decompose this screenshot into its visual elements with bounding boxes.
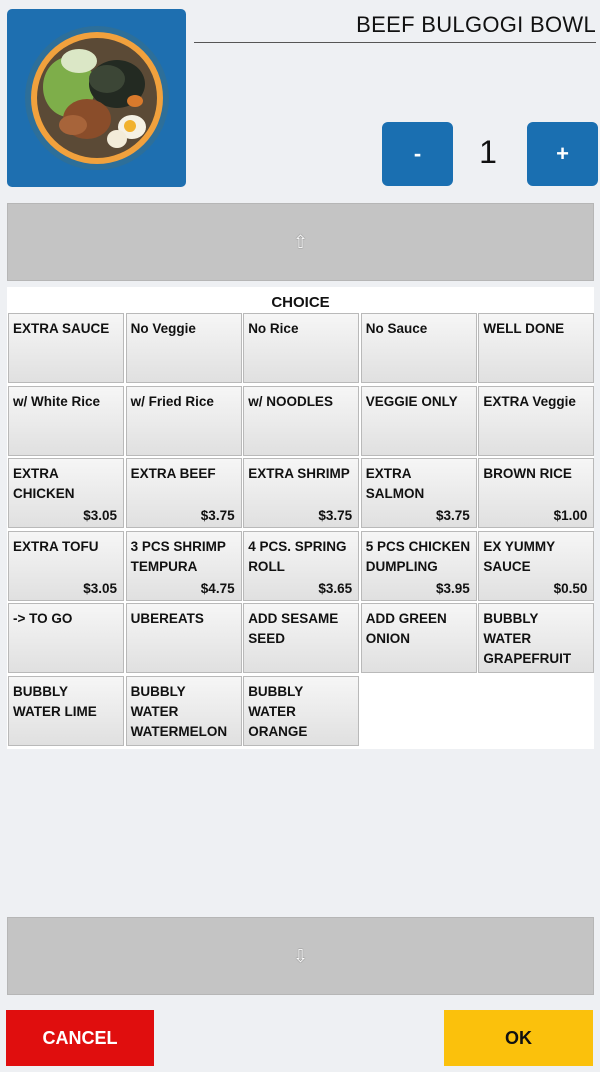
option-label: BUBBLY WATER GRAPEFRUIT (483, 611, 572, 667)
option-button[interactable] (361, 531, 477, 601)
ok-button[interactable]: OK (444, 1010, 593, 1066)
option-price: $3.75 (318, 508, 353, 524)
option-price: $4.75 (200, 580, 235, 596)
option-label: WELL DONE (483, 321, 565, 336)
options-grid (8, 313, 593, 747)
option-button[interactable] (126, 531, 242, 601)
scroll-down-button[interactable] (7, 917, 594, 995)
option-label: EXTRA SALMON (365, 466, 425, 502)
option-button[interactable] (478, 386, 594, 456)
option-button[interactable] (243, 386, 359, 456)
choice-panel (7, 287, 594, 749)
option-button[interactable] (361, 386, 477, 456)
option-label: No Sauce (365, 321, 428, 336)
option-price: $3.75 (200, 508, 235, 524)
option-label: w/ NOODLES (248, 393, 333, 409)
option-label: BUBBLY WATER WATERMELON (130, 684, 228, 739)
option-label: EXTRA SHRIMP (248, 466, 350, 482)
arrow-down-icon: ⇩ (292, 945, 309, 966)
option-label: 5 PCS CHICKEN DUMPLING (365, 538, 471, 574)
option-button[interactable] (126, 386, 242, 456)
option-button[interactable] (478, 603, 594, 673)
option-button[interactable] (243, 313, 359, 383)
arrow-up-icon: ⇧ (292, 231, 309, 252)
option-label: 3 PCS SHRIMP TEMPURA (130, 538, 226, 574)
title-divider (194, 42, 596, 43)
option-price: $3.75 (436, 508, 470, 524)
option-label: EX YUMMY SAUCE (483, 538, 555, 574)
option-price: $3.05 (83, 580, 117, 596)
section-title: CHOICE (271, 294, 330, 311)
option-label: BUBBLY WATER ORANGE (248, 684, 308, 739)
option-button[interactable] (478, 458, 594, 528)
scroll-up-button[interactable] (7, 203, 594, 281)
product-title: BEEF BULGOGI BOWL (356, 12, 596, 37)
option-button[interactable] (243, 603, 359, 673)
option-button[interactable] (243, 458, 359, 528)
option-price: $3.65 (318, 580, 353, 596)
option-label: EXTRA TOFU (13, 538, 99, 554)
option-label: EXTRA Veggie (483, 393, 576, 409)
option-button[interactable] (126, 313, 242, 383)
option-label: 4 PCS. SPRING ROLL (248, 538, 347, 574)
option-button[interactable] (478, 531, 594, 601)
option-button[interactable] (126, 458, 242, 528)
option-label: UBEREATS (130, 611, 204, 627)
bowl-image (7, 9, 186, 187)
option-button[interactable] (8, 313, 124, 383)
option-label: EXTRA BEEF (130, 466, 216, 482)
option-button[interactable] (243, 531, 359, 601)
option-button[interactable] (126, 603, 242, 673)
option-label: w/ Fried Rice (130, 393, 214, 409)
option-label: -> TO GO (13, 611, 73, 627)
option-label: No Rice (248, 321, 299, 336)
option-button[interactable] (8, 676, 124, 746)
option-button[interactable] (8, 458, 124, 528)
option-button[interactable] (243, 676, 359, 746)
option-button[interactable] (361, 313, 477, 383)
option-label: BROWN RICE (483, 466, 572, 482)
option-button[interactable] (361, 603, 477, 673)
option-button[interactable] (8, 386, 124, 456)
product-image (7, 9, 186, 187)
option-button[interactable] (8, 531, 124, 601)
decrease-quantity-button[interactable]: - (382, 122, 453, 186)
option-label: VEGGIE ONLY (365, 393, 458, 409)
option-label: ADD SESAME SEED (248, 611, 339, 647)
option-label: EXTRA SAUCE (13, 321, 110, 336)
option-price: $3.95 (436, 580, 470, 596)
option-button[interactable] (8, 603, 124, 673)
option-button[interactable] (361, 458, 477, 528)
cancel-button[interactable]: CANCEL (6, 1010, 154, 1066)
option-button[interactable] (478, 313, 594, 383)
option-button[interactable] (126, 676, 242, 746)
option-label: w/ White Rice (13, 393, 101, 409)
option-label: EXTRA CHICKEN (13, 466, 75, 502)
option-label: No Veggie (130, 321, 196, 336)
quantity-value: 1 (479, 134, 497, 170)
increase-quantity-button[interactable]: + (527, 122, 598, 186)
option-label: ADD GREEN ONION (365, 611, 447, 647)
option-price: $3.05 (83, 508, 117, 524)
option-label: BUBBLY WATER LIME (13, 684, 97, 719)
option-price: $1.00 (553, 508, 588, 524)
option-price: $0.50 (553, 580, 588, 596)
